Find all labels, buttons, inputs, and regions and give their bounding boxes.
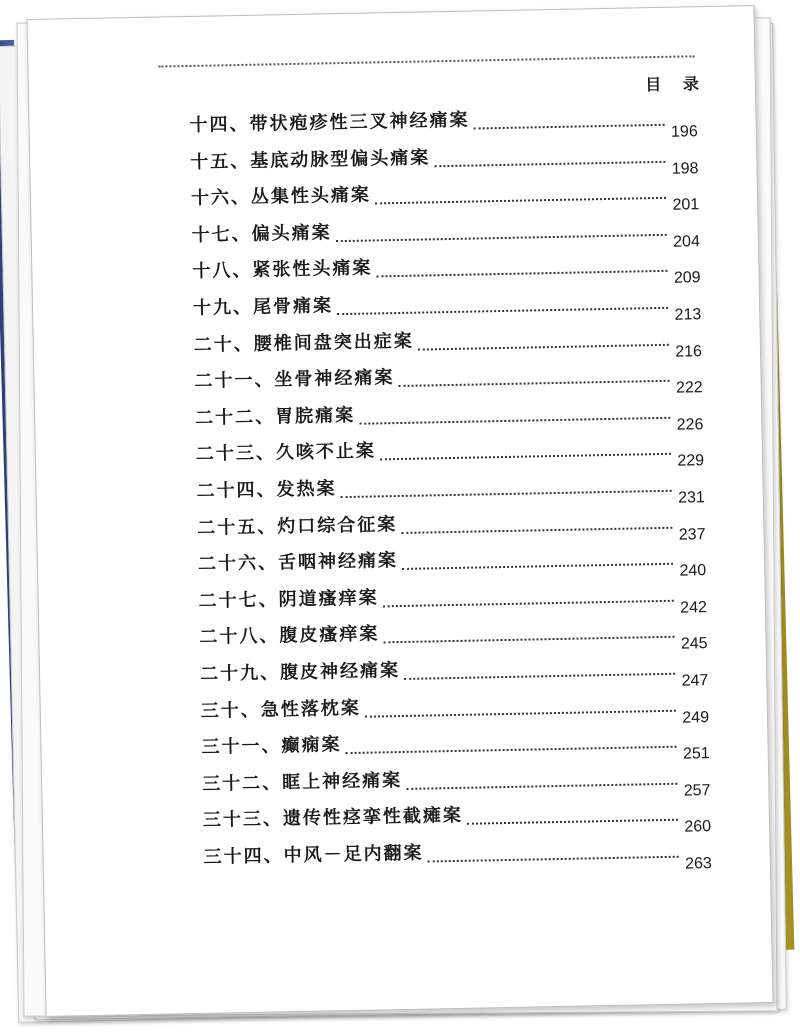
toc-entry-page-number: 260 bbox=[684, 818, 712, 836]
toc-dot-leader bbox=[375, 196, 666, 205]
toc-entry bbox=[194, 323, 702, 363]
toc-dot-leader bbox=[418, 342, 669, 350]
toc-dot-leader bbox=[399, 379, 670, 387]
toc-entry bbox=[196, 469, 704, 509]
toc-entry-page-number: 263 bbox=[684, 855, 712, 873]
toc-entry-page-number: 249 bbox=[682, 708, 710, 727]
toc-entry bbox=[198, 579, 706, 619]
toc-entry-page-number: 247 bbox=[681, 672, 709, 690]
toc-entry-title: 十四、带状疱疹性三叉神经痛案 bbox=[189, 109, 470, 136]
toc-entry-page-number: 251 bbox=[682, 745, 710, 763]
toc-dot-leader bbox=[359, 416, 670, 425]
toc-entry-page-number: 226 bbox=[676, 415, 704, 434]
toc-entry bbox=[202, 762, 710, 802]
toc-dot-leader bbox=[376, 269, 667, 278]
toc-entry bbox=[203, 835, 711, 875]
toc-dot-leader bbox=[383, 635, 674, 644]
toc-entry-title: 二十三、久咳不止案 bbox=[195, 440, 377, 466]
toc-entry-page-number: 209 bbox=[673, 269, 701, 288]
toc-entry-page-number: 237 bbox=[678, 525, 706, 544]
page-title: 目 录 bbox=[645, 74, 708, 95]
toc-entry-page-number: 257 bbox=[683, 781, 711, 800]
toc-entry bbox=[203, 798, 711, 838]
toc-entry bbox=[198, 542, 706, 582]
toc-dot-leader bbox=[346, 745, 677, 754]
toc-dot-leader bbox=[380, 452, 671, 461]
toc-entry-title: 三十二、眶上神经痛案 bbox=[202, 769, 403, 795]
toc-entry-page-number: 245 bbox=[680, 635, 708, 654]
toc-dot-leader bbox=[365, 708, 676, 717]
toc-entry-page-number: 231 bbox=[677, 489, 705, 507]
toc-entry-page-number: 229 bbox=[677, 452, 705, 471]
toc-entry bbox=[190, 140, 698, 180]
toc-dot-leader bbox=[434, 159, 665, 166]
toc-entry-title: 十七、偏头痛案 bbox=[191, 222, 332, 246]
toc-entry bbox=[194, 359, 702, 399]
toc-entry-page-number: 196 bbox=[670, 123, 698, 141]
toc-entry bbox=[196, 433, 704, 473]
toc-entry-title: 三十三、遗传性痉挛性截瘫案 bbox=[202, 805, 464, 832]
toc-entry-title: 二十二、胃脘痛案 bbox=[194, 404, 356, 429]
toc-entry-page-number: 213 bbox=[674, 306, 702, 324]
toc-entry bbox=[193, 286, 701, 326]
toc-entry-title: 二十一、坐骨神经痛案 bbox=[194, 367, 395, 393]
toc-dot-leader bbox=[336, 233, 667, 242]
toc-dot-leader bbox=[406, 782, 677, 790]
toc-dot-leader bbox=[383, 599, 674, 608]
toc-dot-leader bbox=[402, 562, 673, 570]
toc-entry-title: 二十五、灼口综合征案 bbox=[197, 513, 398, 539]
toc-entry bbox=[191, 213, 699, 253]
toc-entry-title: 十九、尾骨痛案 bbox=[192, 295, 334, 319]
toc-entry bbox=[200, 652, 708, 692]
toc-entry-title: 十五、基底动脉型偏头痛案 bbox=[190, 146, 431, 173]
toc-entry-page-number: 242 bbox=[680, 598, 708, 617]
toc-entry-title: 十六、丛集性头痛案 bbox=[190, 184, 372, 210]
toc-entry-title: 二十六、舌咽神经痛案 bbox=[197, 550, 399, 576]
contents-page bbox=[26, 5, 773, 1017]
toc-entry-page-number: 240 bbox=[679, 562, 707, 580]
toc-entry bbox=[199, 616, 707, 656]
toc-entry bbox=[192, 250, 700, 290]
toc-entry-title: 三十四、中风－足内翻案 bbox=[203, 842, 424, 868]
toc-entry-page-number: 222 bbox=[675, 379, 703, 397]
toc-entry-page-number: 216 bbox=[675, 342, 703, 361]
toc-dot-leader bbox=[337, 306, 668, 315]
toc-entry-page-number: 198 bbox=[671, 159, 699, 178]
toc-dot-leader bbox=[474, 123, 665, 130]
toc-entry-title: 二十、腰椎间盘突出症案 bbox=[193, 330, 414, 356]
toc-entry-page-number: 204 bbox=[673, 232, 701, 251]
toc-entry-title: 二十九、腹皮神经痛案 bbox=[199, 660, 401, 685]
toc-entry bbox=[197, 506, 705, 546]
toc-dot-leader bbox=[341, 489, 672, 498]
toc-entry-title: 二十七、阴道瘙痒案 bbox=[198, 587, 379, 612]
toc-entry bbox=[191, 176, 699, 216]
toc-entry-title: 十八、紧张性头痛案 bbox=[192, 257, 373, 283]
toc-dot-leader bbox=[467, 818, 678, 825]
toc-entry bbox=[201, 725, 709, 765]
toc-entry bbox=[201, 689, 709, 729]
table-of-contents bbox=[28, 6, 773, 1016]
toc-entry-page-number: 201 bbox=[672, 196, 700, 214]
toc-entry-title: 三十、急性落枕案 bbox=[200, 697, 361, 722]
toc-dot-leader bbox=[404, 672, 675, 680]
toc-dot-leader bbox=[401, 525, 672, 533]
toc-entry bbox=[195, 396, 703, 436]
toc-entry-title: 二十四、发热案 bbox=[196, 478, 337, 502]
toc-entry-title: 二十八、腹皮瘙痒案 bbox=[199, 623, 380, 649]
toc-entry bbox=[189, 103, 697, 143]
toc-entry-title: 三十一、癫痫案 bbox=[201, 734, 342, 759]
toc-dot-leader bbox=[428, 855, 679, 863]
